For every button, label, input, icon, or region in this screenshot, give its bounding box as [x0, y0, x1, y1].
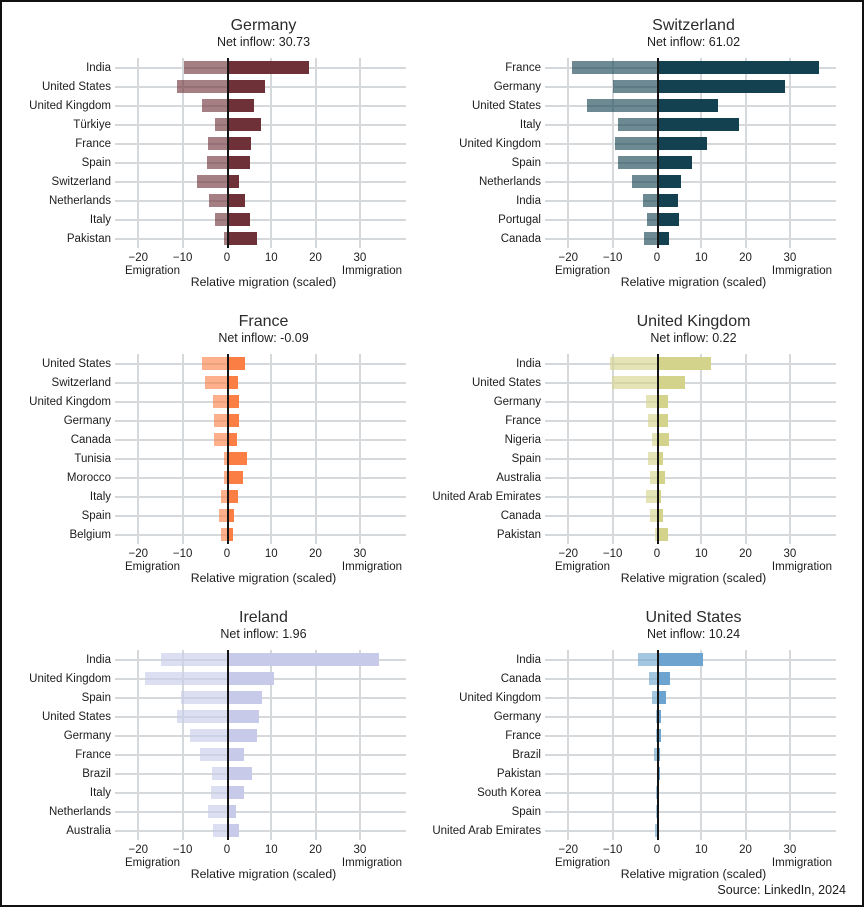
panel-header	[125, 608, 402, 642]
zero-line	[657, 354, 659, 544]
panel-title: United Kingdom	[636, 313, 751, 330]
gridline-horizontal	[545, 200, 836, 202]
gridline-horizontal	[545, 735, 836, 737]
immigration-bar	[228, 729, 257, 742]
gridline-horizontal	[545, 477, 836, 479]
panel-header	[555, 312, 832, 346]
plot-area	[555, 650, 832, 840]
x-tick-label: 10	[694, 252, 708, 264]
gridline-horizontal	[545, 219, 836, 221]
gridline-horizontal	[545, 439, 836, 441]
x-tick-label: 20	[739, 844, 752, 856]
gridline-horizontal	[115, 401, 406, 403]
category-label: United Arab Emirates	[432, 824, 541, 837]
gridline-horizontal	[115, 181, 406, 183]
immigration-bar	[658, 433, 669, 446]
immigration-bar	[658, 471, 665, 484]
category-label: Germany	[63, 729, 111, 742]
panel-title: Germany	[230, 17, 297, 34]
category-label: France	[75, 748, 111, 761]
x-tick-label: 20	[309, 548, 322, 560]
x-axis-captions	[125, 561, 402, 591]
migration-panel-france	[2, 302, 432, 598]
x-tick-label: −10	[602, 548, 623, 560]
source-note: Source: LinkedIn, 2024	[717, 883, 846, 897]
category-label: United States	[41, 710, 111, 723]
plot-area	[125, 650, 402, 840]
emigration-bar	[613, 80, 658, 93]
x-tick-label: 30	[353, 844, 367, 856]
gridline-horizontal	[115, 363, 406, 365]
emigration-bar	[618, 156, 658, 169]
x-tick-label: 10	[264, 252, 278, 264]
gridline-horizontal	[115, 477, 406, 479]
category-label: India	[86, 61, 111, 74]
category-label: Netherlands	[48, 194, 111, 207]
emigration-bar	[145, 672, 228, 685]
x-tick-label: 30	[783, 548, 797, 560]
category-label: United Kingdom	[29, 395, 111, 408]
x-tick-label: −20	[558, 252, 579, 264]
x-tick-label: 0	[653, 548, 661, 560]
immigration-bar	[228, 175, 239, 188]
x-tick-label: 20	[309, 252, 322, 264]
emigration-bar	[209, 194, 228, 207]
gridline-horizontal	[545, 830, 836, 832]
migration-panel-united-states	[432, 598, 862, 894]
category-label: Germany	[493, 395, 541, 408]
category-label: Spain	[81, 691, 111, 704]
panel-header	[125, 16, 402, 50]
category-label: Morocco	[66, 471, 111, 484]
immigration-bar	[228, 824, 239, 837]
category-label: Pakistan	[496, 767, 541, 780]
immigration-bar	[228, 767, 252, 780]
category-label: France	[505, 729, 541, 742]
category-label: United Kingdom	[29, 99, 111, 112]
category-label: Portugal	[498, 213, 541, 226]
category-label: India	[516, 357, 541, 370]
plot-area	[125, 354, 402, 544]
migration-panel-united-kingdom	[432, 302, 862, 598]
emigration-bar	[213, 824, 228, 837]
emigration-bar	[610, 357, 658, 370]
gridline-horizontal	[115, 382, 406, 384]
immigration-bar	[228, 156, 250, 169]
immigration-bar	[658, 213, 679, 226]
immigration-bar	[658, 357, 711, 370]
gridline-horizontal	[545, 382, 836, 384]
x-tick-label: 10	[694, 844, 708, 856]
gridline-horizontal	[115, 515, 406, 517]
gridline-horizontal	[545, 401, 836, 403]
category-label: Spain	[81, 509, 111, 522]
category-label: Canada	[70, 433, 111, 446]
immigration-bar	[228, 414, 239, 427]
zero-line	[657, 58, 659, 248]
emigration-bar	[161, 653, 227, 666]
x-tick-label: 10	[264, 844, 278, 856]
category-labels	[432, 354, 547, 544]
immigration-bar	[228, 61, 309, 74]
x-tick-label: 0	[653, 252, 661, 264]
x-axis-ticks	[125, 844, 402, 857]
emigration-bar	[638, 653, 658, 666]
immigration-bar	[228, 786, 244, 799]
emigration-bar	[208, 805, 228, 818]
gridline-horizontal	[545, 458, 836, 460]
category-label: Canada	[500, 509, 541, 522]
immigration-bar	[658, 414, 668, 427]
x-tick-label: 10	[694, 548, 708, 560]
panel-net-inflow: Net inflow: 30.73	[216, 35, 311, 49]
panel-title: United States	[645, 609, 742, 626]
category-label: United Kingdom	[29, 672, 111, 685]
emigration-label: Emigration	[125, 857, 180, 869]
x-axis-captions	[125, 857, 402, 887]
immigration-bar	[658, 232, 670, 245]
gridline-horizontal	[115, 792, 406, 794]
immigration-bar	[228, 433, 237, 446]
x-tick-label: −20	[128, 548, 149, 560]
category-label: Spain	[511, 156, 541, 169]
category-labels	[432, 58, 547, 248]
category-label: Brazil	[512, 748, 541, 761]
panel-title: Ireland	[239, 609, 288, 626]
immigration-bar	[228, 452, 248, 465]
immigration-bar	[658, 528, 668, 541]
gridline-horizontal	[545, 534, 836, 536]
immigration-bar	[228, 137, 251, 150]
emigration-bar	[211, 786, 228, 799]
immigration-bar	[228, 653, 380, 666]
panel-net-inflow: Net inflow: 10.24	[646, 627, 741, 641]
zero-line	[227, 58, 229, 248]
gridline-horizontal	[115, 200, 406, 202]
panel-net-inflow: Net inflow: 0.22	[650, 331, 737, 345]
x-axis-ticks	[555, 548, 832, 561]
x-tick-label: −20	[558, 548, 579, 560]
gridline-horizontal	[115, 735, 406, 737]
category-label: France	[505, 414, 541, 427]
category-label: India	[516, 653, 541, 666]
immigration-bar	[658, 61, 819, 74]
category-label: Switzerland	[51, 376, 111, 389]
emigration-bar	[207, 156, 228, 169]
immigration-bar	[228, 748, 244, 761]
x-tick-label: 0	[223, 844, 231, 856]
x-tick-label: −20	[128, 844, 149, 856]
category-label: Spain	[81, 156, 111, 169]
x-axis-captions	[125, 265, 402, 295]
zero-line	[227, 650, 229, 840]
x-tick-label: 0	[653, 844, 661, 856]
x-axis-title: Relative migration (scaled)	[620, 867, 767, 881]
x-tick-label: 30	[783, 252, 797, 264]
category-label: United States	[471, 99, 541, 112]
gridline-horizontal	[115, 420, 406, 422]
emigration-bar	[208, 137, 228, 150]
category-label: Nigeria	[504, 433, 541, 446]
category-label: Belgium	[69, 528, 111, 541]
x-tick-label: 20	[739, 548, 752, 560]
immigration-bar	[228, 471, 243, 484]
emigration-bar	[197, 175, 228, 188]
x-tick-label: −10	[172, 548, 193, 560]
plot-area	[555, 354, 832, 544]
category-label: Pakistan	[66, 232, 111, 245]
category-label: Italy	[89, 490, 111, 503]
emigration-bar	[177, 710, 228, 723]
gridline-horizontal	[115, 754, 406, 756]
emigration-bar	[214, 433, 228, 446]
gridline-horizontal	[545, 811, 836, 813]
category-label: Italy	[519, 118, 541, 131]
x-tick-label: 10	[264, 548, 278, 560]
gridline-horizontal	[115, 238, 406, 240]
immigration-bar	[228, 395, 240, 408]
gridline-horizontal	[115, 716, 406, 718]
gridline-horizontal	[115, 811, 406, 813]
gridline-horizontal	[545, 716, 836, 718]
panel-header	[555, 608, 832, 642]
panel-net-inflow: Net inflow: 61.02	[646, 35, 741, 49]
immigration-bar	[658, 137, 707, 150]
gridline-horizontal	[545, 181, 836, 183]
immigration-bar	[228, 80, 265, 93]
immigration-label: Immigration	[771, 265, 832, 277]
gridline-horizontal	[115, 830, 406, 832]
category-label: Australia	[496, 471, 541, 484]
emigration-label: Emigration	[125, 561, 180, 573]
emigration-bar	[587, 99, 658, 112]
immigration-bar	[658, 156, 692, 169]
charts-grid	[2, 6, 862, 894]
x-tick-label: 30	[353, 548, 367, 560]
emigration-bar	[215, 118, 228, 131]
immigration-bar	[658, 175, 681, 188]
immigration-bar	[658, 653, 703, 666]
emigration-bar	[618, 118, 657, 131]
gridline-horizontal	[115, 773, 406, 775]
immigration-bar	[658, 376, 685, 389]
immigration-bar	[228, 194, 245, 207]
emigration-bar	[177, 80, 228, 93]
category-label: Netherlands	[478, 175, 541, 188]
gridline-horizontal	[545, 496, 836, 498]
immigration-bar	[228, 710, 259, 723]
gridline-horizontal	[545, 678, 836, 680]
x-axis-title: Relative migration (scaled)	[620, 571, 767, 585]
category-label: Türkiye	[73, 118, 111, 131]
emigration-bar	[190, 729, 228, 742]
gridline-horizontal	[115, 219, 406, 221]
gridline-horizontal	[545, 697, 836, 699]
gridline-horizontal	[545, 515, 836, 517]
x-tick-label: −10	[172, 252, 193, 264]
x-tick-label: 30	[353, 252, 367, 264]
emigration-bar	[632, 175, 658, 188]
emigration-bar	[181, 691, 228, 704]
category-label: France	[75, 137, 111, 150]
gridline-horizontal	[545, 773, 836, 775]
zero-line	[657, 650, 659, 840]
gridline-horizontal	[545, 420, 836, 422]
migration-panel-switzerland	[432, 6, 862, 302]
category-label: Germany	[493, 710, 541, 723]
emigration-bar	[202, 357, 228, 370]
category-label: Spain	[511, 805, 541, 818]
gridline-horizontal	[115, 439, 406, 441]
gridline-horizontal	[115, 162, 406, 164]
category-label: United Kingdom	[459, 691, 541, 704]
category-label: Pakistan	[496, 528, 541, 541]
category-label: France	[505, 61, 541, 74]
x-axis-ticks	[125, 548, 402, 561]
panel-title: Switzerland	[652, 17, 735, 34]
x-tick-label: −20	[558, 844, 579, 856]
category-label: India	[86, 653, 111, 666]
category-label: United States	[41, 80, 111, 93]
panel-header	[125, 312, 402, 346]
gridline-horizontal	[115, 534, 406, 536]
category-label: United Arab Emirates	[432, 490, 541, 503]
category-label: Netherlands	[48, 805, 111, 818]
category-label: Italy	[89, 213, 111, 226]
gridline-horizontal	[545, 792, 836, 794]
category-label: Tunisia	[74, 452, 111, 465]
emigration-bar	[572, 61, 658, 74]
category-label: United Kingdom	[459, 137, 541, 150]
gridline-horizontal	[115, 105, 406, 107]
category-labels	[432, 650, 547, 840]
x-tick-label: −10	[172, 844, 193, 856]
x-tick-label: −10	[602, 252, 623, 264]
immigration-label: Immigration	[771, 561, 832, 573]
x-axis-title: Relative migration (scaled)	[190, 275, 337, 289]
emigration-bar	[643, 194, 658, 207]
category-label: South Korea	[477, 786, 541, 799]
immigration-bar	[228, 357, 245, 370]
immigration-bar	[228, 376, 238, 389]
plot-area	[555, 58, 832, 248]
immigration-bar	[228, 232, 257, 245]
category-label: United States	[471, 376, 541, 389]
emigration-bar	[644, 232, 658, 245]
immigration-bar	[228, 490, 238, 503]
emigration-label: Emigration	[125, 265, 180, 277]
x-axis-captions	[555, 265, 832, 295]
panel-net-inflow: Net inflow: -0.09	[218, 331, 309, 345]
emigration-bar	[184, 61, 228, 74]
immigration-bar	[228, 99, 254, 112]
x-tick-label: 0	[223, 252, 231, 264]
emigration-label: Emigration	[555, 857, 610, 869]
immigration-bar	[228, 805, 236, 818]
panel-title: France	[238, 313, 289, 330]
emigration-label: Emigration	[555, 265, 610, 277]
gridline-horizontal	[115, 458, 406, 460]
category-labels	[2, 354, 117, 544]
x-tick-label: 20	[739, 252, 752, 264]
category-label: Australia	[66, 824, 111, 837]
x-tick-label: −10	[602, 844, 623, 856]
immigration-label: Immigration	[771, 857, 832, 869]
immigration-label: Immigration	[341, 265, 402, 277]
immigration-label: Immigration	[341, 857, 402, 869]
zero-line	[227, 354, 229, 544]
emigration-bar	[200, 748, 228, 761]
immigration-bar	[658, 99, 718, 112]
x-axis-ticks	[555, 844, 832, 857]
emigration-bar	[212, 767, 228, 780]
gridline-horizontal	[545, 238, 836, 240]
migration-panel-ireland	[2, 598, 432, 894]
x-tick-label: 20	[309, 844, 322, 856]
x-axis-title: Relative migration (scaled)	[190, 867, 337, 881]
emigration-bar	[615, 137, 658, 150]
immigration-bar	[658, 118, 739, 131]
immigration-bar	[228, 213, 250, 226]
x-axis-title: Relative migration (scaled)	[620, 275, 767, 289]
emigration-bar	[214, 414, 228, 427]
x-tick-label: −20	[128, 252, 149, 264]
immigration-bar	[658, 395, 668, 408]
x-tick-label: 0	[223, 548, 231, 560]
immigration-bar	[658, 80, 785, 93]
category-label: Canada	[500, 672, 541, 685]
category-label: Switzerland	[51, 175, 111, 188]
panel-header	[555, 16, 832, 50]
x-axis-ticks	[125, 252, 402, 265]
emigration-bar	[213, 395, 228, 408]
category-label: Canada	[500, 232, 541, 245]
migration-panel-germany	[2, 6, 432, 302]
immigration-bar	[228, 118, 261, 131]
immigration-bar	[658, 691, 666, 704]
category-label: Spain	[511, 452, 541, 465]
immigration-bar	[228, 691, 262, 704]
category-labels	[2, 58, 117, 248]
emigration-bar	[202, 99, 228, 112]
panel-net-inflow: Net inflow: 1.96	[220, 627, 307, 641]
category-label: India	[516, 194, 541, 207]
x-axis-ticks	[555, 252, 832, 265]
category-label: Germany	[63, 414, 111, 427]
emigration-bar	[612, 376, 658, 389]
x-tick-label: 30	[783, 844, 797, 856]
emigration-bar	[205, 376, 228, 389]
category-labels	[2, 650, 117, 840]
category-label: United States	[41, 357, 111, 370]
category-label: Brazil	[82, 767, 111, 780]
immigration-bar	[228, 672, 275, 685]
category-label: Italy	[89, 786, 111, 799]
immigration-bar	[658, 672, 670, 685]
gridline-horizontal	[115, 496, 406, 498]
x-axis-title: Relative migration (scaled)	[190, 571, 337, 585]
plot-area	[125, 58, 402, 248]
x-axis-captions	[555, 561, 832, 591]
immigration-label: Immigration	[341, 561, 402, 573]
emigration-label: Emigration	[555, 561, 610, 573]
immigration-bar	[658, 194, 678, 207]
category-label: Germany	[493, 80, 541, 93]
gridline-horizontal	[545, 754, 836, 756]
gridline-horizontal	[115, 143, 406, 145]
